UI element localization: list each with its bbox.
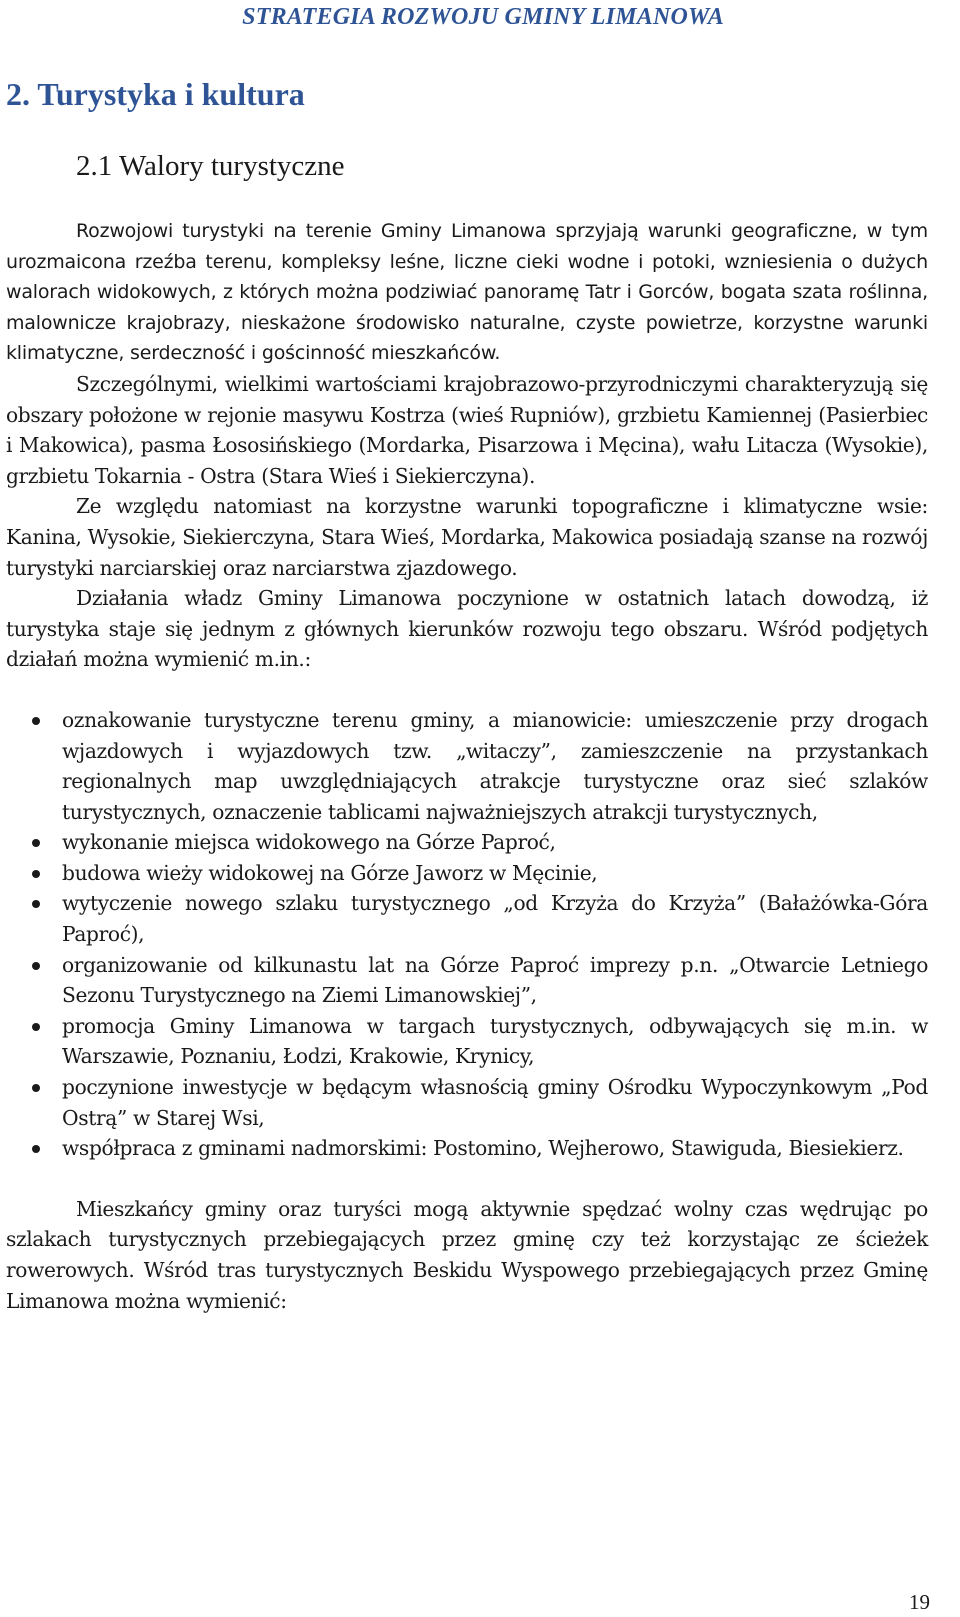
paragraph-closing: Mieszkańcy gminy oraz turyści mogą aktywnie spędzać wolny czas wędrując po szlakach turystycznych przebiegających przez gminę czy też korzystając ze ścieżek rowerowych. Wśród tras turystycznych Beskidu Wyspowego przebiegających przez Gminę Limanowa można wymienić:	[6, 1196, 928, 1313]
list-item-text: wytyczenie nowego szlaku turystycznego „od Krzyża do Krzyża” (Bałażówka-Góra Paproć),	[62, 891, 928, 947]
document-body	[6, 216, 928, 1316]
actions-list	[6, 705, 928, 1164]
list-item	[6, 1072, 928, 1133]
list-item	[6, 888, 928, 949]
paragraph-landscape-values: Szczególnymi, wielkimi wartościami krajobrazowo-przyrodniczymi charakteryzują się obszary położone w rejonie masywu Kostrza (wieś Rupniów), grzbietu Kamiennej (Pasierbiec i Makowica), pasma Łososińskiego (Mordarka, Pisarzowa i Męcina), wału Litacza (Wysokie), grzbietu Tokarnia - Ostra (Stara Wieś i Siekierczyna).	[6, 371, 928, 488]
running-header: STRATEGIA ROZWOJU GMINY LIMANOWA	[242, 4, 724, 30]
bullet-icon	[32, 870, 40, 878]
list-item-text: organizowanie od kilkunastu lat na Górze Paproć imprezy p.n. „Otwarcie Letniego Sezonu Turystycznego na Ziemi Limanowskiej”,	[62, 952, 928, 1008]
bullet-icon	[32, 1023, 40, 1031]
list-item-text: promocja Gminy Limanowa w targach turystycznych, odbywających się m.in. w Warszawie, Poznaniu, Łodzi, Krakowie, Krynicy,	[62, 1013, 928, 1069]
bullet-icon	[32, 900, 40, 908]
list-item	[6, 705, 928, 827]
paragraph-intro: Rozwojowi turystyki na terenie Gminy Limanowa sprzyjają warunki geograficzne, w tym urozmaicona rzeźba terenu, kompleksy leśne, liczne cieki wodne i potoki, wzniesienia o dużych walorach widokowych, z których można podziwiać panoramę Tatr i Gorców, bogata szata roślinna, malownicze krajobrazy, nieskażone środowisko naturalne, czyste powietrze, korzystne warunki klimatyczne, serdeczność i gościnność mieszkańców.	[6, 220, 928, 365]
spacer	[6, 1164, 928, 1194]
list-item	[6, 950, 928, 1011]
bullet-icon	[32, 1145, 40, 1153]
spacer	[6, 675, 928, 705]
paragraph-actions-intro: Działania władz Gminy Limanowa poczynione w ostatnich latach dowodzą, iż turystyka staje się jednym z głównych kierunków rozwoju tego obszaru. Wśród podjętych działań można wymienić m.in.:	[6, 586, 928, 672]
subsection-title: 2.1 Walory turystyczne	[76, 150, 345, 182]
section-title: 2. Turystyka i kultura	[6, 76, 305, 112]
list-item-text: poczynione inwestycje w będącym własnością gminy Ośrodku Wypoczynkowym „Pod Ostrą” w Starej Wsi,	[62, 1075, 928, 1130]
list-item	[6, 858, 928, 889]
list-item-text: wykonanie miejsca widokowego na Górze Paproć,	[62, 830, 556, 855]
list-item	[6, 1133, 928, 1164]
list-item	[6, 1011, 928, 1072]
bullet-icon	[32, 717, 40, 725]
list-item	[6, 827, 928, 858]
page-number: 19	[909, 1590, 930, 1614]
bullet-icon	[32, 1084, 40, 1092]
bullet-icon	[32, 962, 40, 970]
list-item-text: oznakowanie turystyczne terenu gminy, a mianowicie: umieszczenie przy drogach wjazdowych i wyjazdowych tzw. „witaczy”, zamieszczenie na przystankach regionalnych map uwzględniających atrakcje turystyczne oraz sieć szlaków turystycznych, oznaczenie tablicami najważniejszych atrakcji turystycznych,	[62, 707, 928, 824]
list-item-text: współpraca z gminami nadmorskimi: Postomino, Wejherowo, Stawiguda, Biesiekierz.	[62, 1136, 904, 1161]
paragraph-ski-tourism: Ze względu natomiast na korzystne warunki topograficzne i klimatyczne wsie: Kanina, Wysokie, Siekierczyna, Stara Wieś, Mordarka, Makowica posiadają szanse na rozwój turystyki narciarskiej oraz narciarstwa zjazdowego.	[6, 494, 928, 580]
bullet-icon	[32, 839, 40, 847]
list-item-text: budowa wieży widokowej na Górze Jaworz w Męcinie,	[62, 860, 598, 885]
